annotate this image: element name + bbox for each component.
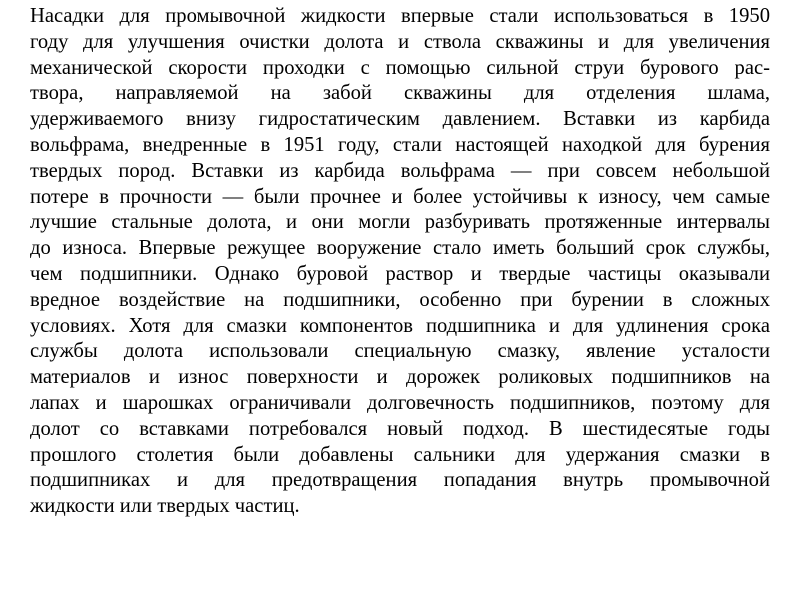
paragraph-line: механической скорости проходки с помощью сильной струи бурового рас- [30, 56, 770, 79]
paragraph-line: твердых пород. Вставки из карбида вольфрама — при совсем небольшой [30, 159, 770, 182]
body-paragraph [30, 4, 770, 520]
paragraph-line: вредное воздействие на подшипники, особенно при бурении в сложных [30, 288, 770, 311]
paragraph-line: твора, направляемой на забой скважины для отделения шлама, [30, 82, 770, 105]
paragraph-line: подшипниках и для предотвращения попадания внутрь промывочной [30, 469, 770, 492]
paragraph-line: жидкости или твердых частиц. [30, 495, 300, 518]
paragraph-line: прошлого столетия были добавлены сальники для удержания смазки в [30, 443, 770, 466]
paragraph-line: службы долота использовали специальную смазку, явление усталости [30, 340, 770, 363]
paragraph-line: лапах и шарошках ограничивали долговечность подшипников, поэтому для [30, 391, 770, 414]
paragraph-line: условиях. Хотя для смазки компонентов подшипника и для удлинения срока [30, 314, 770, 337]
paragraph-line: материалов и износ поверхности и дорожек роликовых подшипников на [30, 366, 770, 389]
paragraph-line: лучшие стальные долота, и они могли разбуривать протяженные интервалы [30, 211, 770, 234]
paragraph-line: вольфрама, внедренные в 1951 году, стали настоящей находкой для бурения [30, 133, 770, 156]
paragraph-line: потере в прочности — были прочнее и более устойчивы к износу, чем самые [30, 185, 770, 208]
paragraph-line: долот со вставками потребовался новый подход. В шестидесятые годы [30, 417, 770, 440]
paragraph-line: удерживаемого внизу гидростатическим давлением. Вставки из карбида [30, 108, 770, 131]
paragraph-line: году для улучшения очистки долота и ствола скважины и для увеличения [30, 30, 770, 53]
paragraph-line: Насадки для промывочной жидкости впервые стали использоваться в 1950 [30, 5, 770, 27]
paragraph-line: до износа. Впервые режущее вооружение стало иметь больший срок службы, [30, 237, 770, 260]
paragraph-line: чем подшипники. Однако буровой раствор и твердые частицы оказывали [30, 262, 770, 285]
